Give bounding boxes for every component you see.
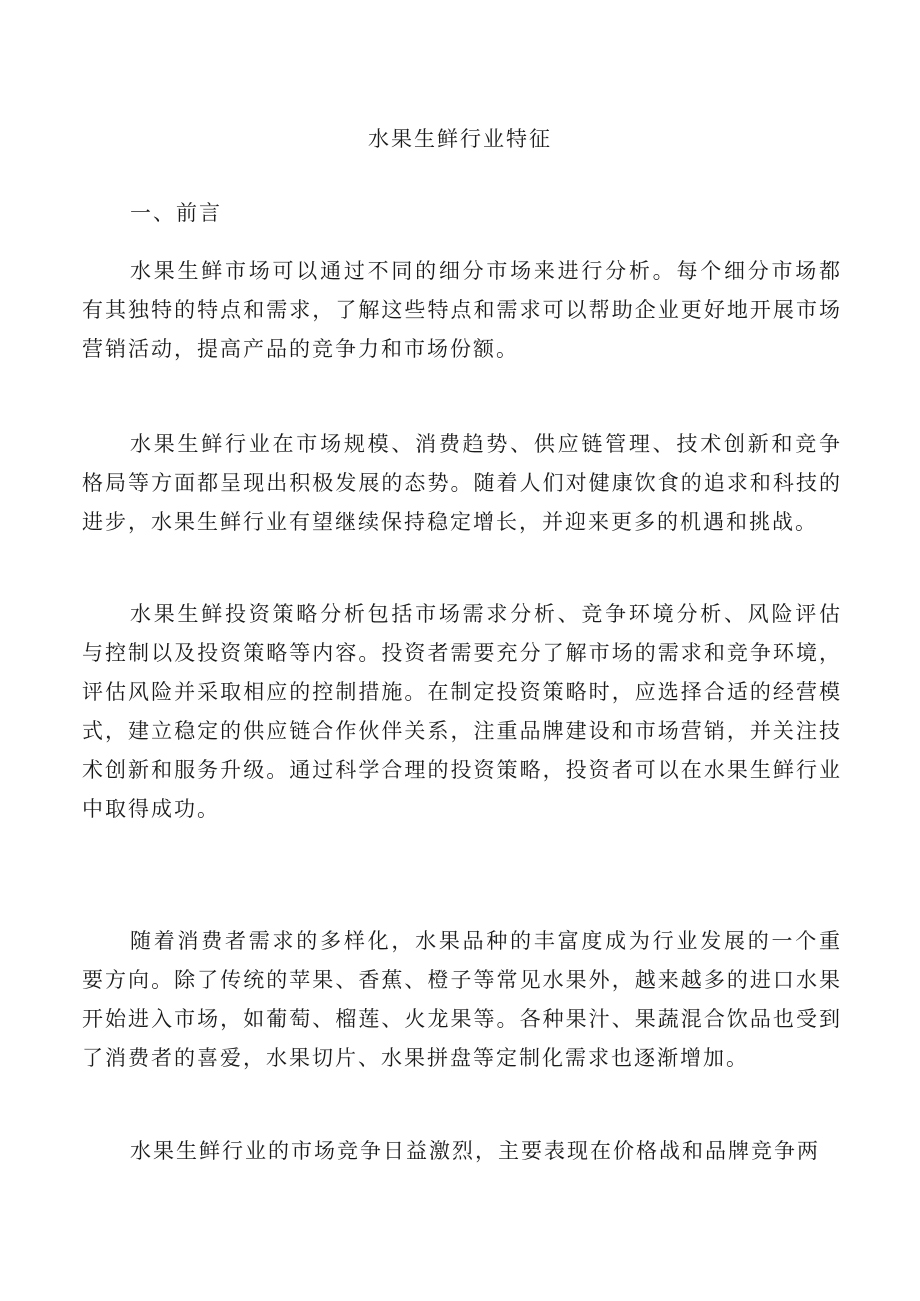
section-heading: 一、前言 bbox=[130, 201, 222, 225]
paragraph-investment-strategy: 水果生鲜投资策略分析包括市场需求分析、竞争环境分析、风险评估与控制以及投资策略等内容。投资者需要充分了解市场的需求和竞争环境，评估风险并采取相应的控制措施。在制定投资策略时，应选择合适的经营模式，建立稳定的供应链合作伙伴关系，注重品牌建设和市场营销，并关注技术创新和服务升级。通过科学合理的投资策略，投资者可以在水果生鲜行业中取得成功。 bbox=[82, 602, 842, 821]
document-title: 水果生鲜行业特征 bbox=[368, 127, 552, 151]
paragraph-fruit-variety: 随着消费者需求的多样化，水果品种的丰富度成为行业发展的一个重要方向。除了传统的苹果、香蕉、橙子等常见水果外，越来越多的进口水果开始进入市场，如葡萄、榴莲、火龙果等。各种果汁、果蔬混合饮品也受到了消费者的喜爱，水果切片、水果拼盘等定制化需求也逐渐增加。 bbox=[82, 929, 842, 1070]
paragraph-market-segments: 水果生鲜市场可以通过不同的细分市场来进行分析。每个细分市场都有其独特的特点和需求，了解这些特点和需求可以帮助企业更好地开展市场营销活动，提高产品的竞争力和市场份额。 bbox=[82, 259, 842, 361]
paragraph-industry-trends: 水果生鲜行业在市场规模、消费趋势、供应链管理、技术创新和竞争格局等方面都呈现出积极发展的态势。随着人们对健康饮食的追求和科技的进步，水果生鲜行业有望继续保持稳定增长，并迎来更多的机遇和挑战。 bbox=[82, 432, 842, 534]
paragraph-market-competition: 水果生鲜行业的市场竞争日益激烈，主要表现在价格战和品牌竞争两 bbox=[130, 1139, 820, 1163]
